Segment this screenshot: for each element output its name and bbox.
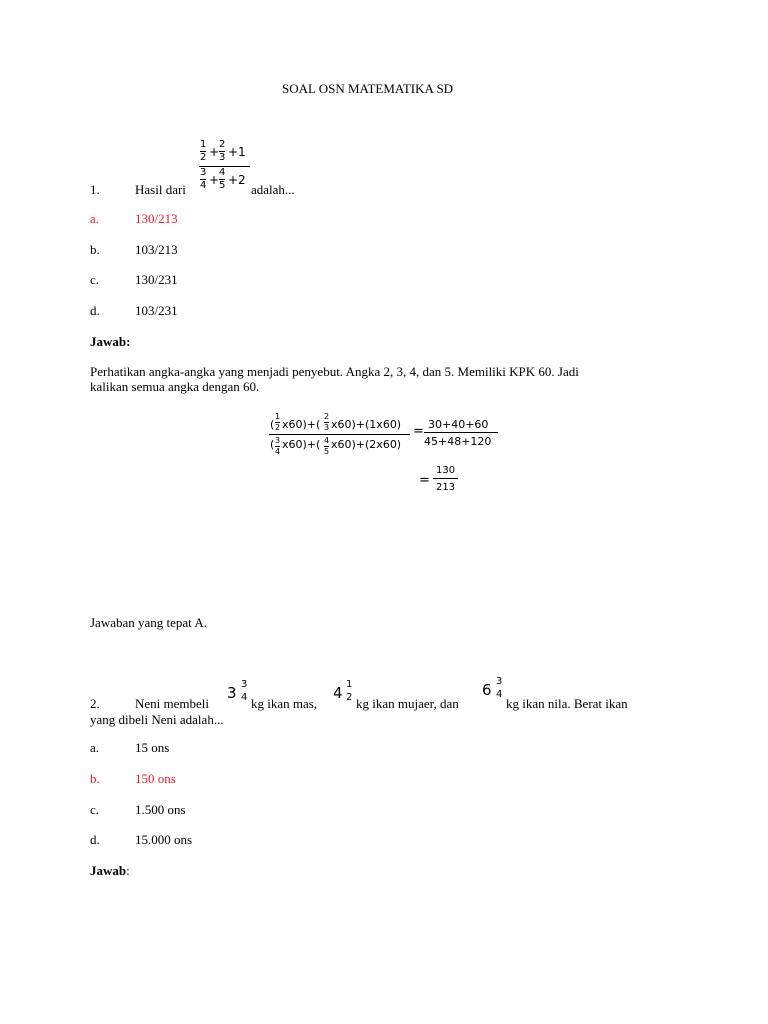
option-letter-a: a. (90, 211, 100, 226)
question-text: Neni membeli (135, 696, 210, 711)
fraction: 1 2 (346, 679, 353, 703)
question-text-suffix: adalah... (251, 182, 295, 197)
option-letter-d: d. (90, 303, 100, 318)
mixed-number-whole: 6 (482, 681, 492, 699)
page-title: SOAL OSN MATEMATIKA SD (282, 81, 454, 96)
fraction: 2 3 (219, 139, 226, 163)
explanation-line: Perhatikan angka-angka yang menjadi penyebut. Angka 2, 3, 4, dan 5. Memiliki KPK 60. Jadi (90, 364, 579, 379)
option-text-a: 15 ons (135, 740, 170, 755)
question-text: kg ikan mujaer, dan (356, 696, 459, 711)
option-letter-b: b. (90, 771, 100, 786)
option-letter-d: d. (90, 832, 100, 847)
option-text-b: 103/213 (135, 242, 178, 257)
option-letter-c: c. (90, 272, 100, 287)
question-number: 2. (90, 696, 100, 711)
fraction-bar (433, 478, 458, 479)
fraction-bar (424, 432, 498, 433)
question-text: Hasil dari (135, 182, 186, 197)
fraction: 3 4 (496, 676, 503, 700)
fraction-bar (269, 434, 410, 435)
option-letter-c: c. (90, 802, 100, 817)
option-text-d: 103/231 (135, 303, 178, 318)
question-text: kg ikan nila. Berat ikan (506, 696, 628, 711)
question-text: yang dibeli Neni adalah... (90, 712, 224, 727)
option-text-c: 130/231 (135, 272, 178, 287)
fraction: 3 4 (241, 679, 248, 703)
explanation-line: kalikan semua angka dengan 60. (90, 379, 260, 394)
answer-label: Jawab: (90, 863, 130, 878)
option-letter-a: a. (90, 740, 100, 755)
mixed-number-whole: 3 (227, 684, 237, 702)
mixed-number-whole: 4 (333, 684, 343, 702)
question-number: 1. (90, 182, 100, 197)
answer-label: Jawab: (90, 334, 131, 349)
fraction: 4 5 (219, 167, 226, 191)
option-text-d: 15.000 ons (135, 832, 193, 847)
fraction: 3 4 (200, 167, 207, 191)
fraction: 1 2 (200, 139, 207, 163)
option-text-b: 150 ons (135, 771, 176, 786)
option-text-a: 130/213 (135, 211, 178, 226)
option-text-c: 1.500 ons (135, 802, 186, 817)
conclusion-text: Jawaban yang tepat A. (90, 615, 207, 630)
question-text: kg ikan mas, (251, 696, 318, 711)
option-letter-b: b. (90, 242, 100, 257)
